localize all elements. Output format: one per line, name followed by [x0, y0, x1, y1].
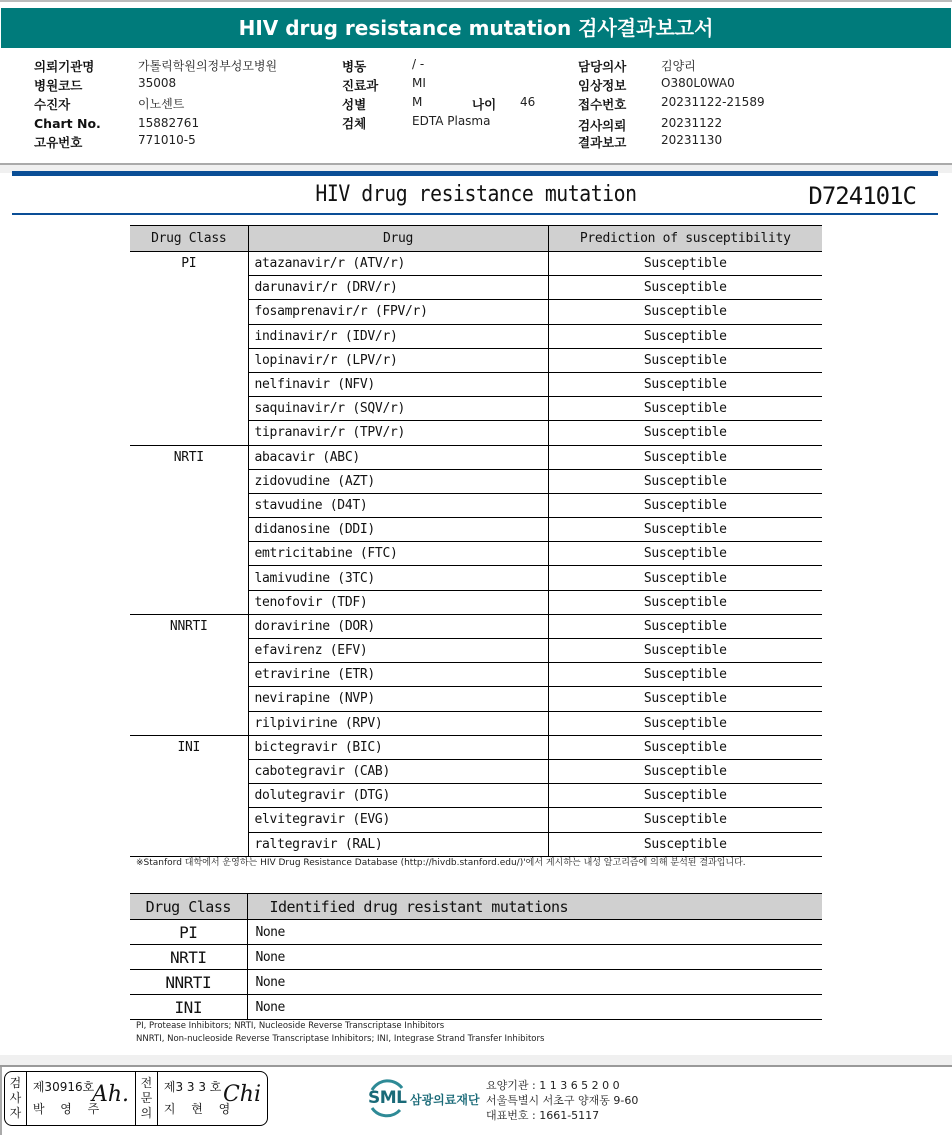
prediction-cell: Susceptible	[548, 276, 822, 300]
header-prediction: Prediction of susceptibility	[548, 226, 822, 252]
value-chart-no: 15882761	[138, 116, 200, 130]
value-report-date: 20231130	[661, 133, 723, 147]
blue-rule-top	[12, 171, 938, 176]
table-header-row	[130, 894, 822, 920]
value-department: MI	[412, 76, 426, 90]
label-ward: 병동	[342, 59, 367, 74]
drug-name-cell: bictegravir (BIC)	[248, 735, 548, 759]
prediction-cell: Susceptible	[548, 784, 822, 808]
mutation-class-cell: NNRTI	[130, 970, 247, 995]
label-sex: 성별	[342, 97, 367, 112]
table-row	[130, 970, 822, 995]
drug-name-cell: atazanavir/r (ATV/r)	[248, 252, 548, 276]
abbreviation-line: PI, Protease Inhibitors; NRTI, Nucleoside Reverse Transcriptase Inhibitors	[136, 1021, 445, 1031]
table-row	[130, 735, 822, 759]
prediction-cell: Susceptible	[548, 687, 822, 711]
label-age: 나이	[472, 97, 497, 112]
drug-name-cell: efavirenz (EFV)	[248, 639, 548, 663]
footer-band	[0, 1055, 952, 1067]
lab-phone: 대표번호 : 1661-5117	[486, 1109, 600, 1122]
drug-name-cell: nevirapine (NVP)	[248, 687, 548, 711]
drug-name-cell: dolutegravir (DTG)	[248, 784, 548, 808]
page-top-border	[0, 0, 952, 2]
value-clinical-info: O380L0WA0	[661, 76, 735, 90]
prediction-cell: Susceptible	[548, 735, 822, 759]
prediction-cell: Susceptible	[548, 469, 822, 493]
drug-class-cell: INI	[130, 735, 248, 856]
drug-name-cell: doravirine (DOR)	[248, 614, 548, 638]
prediction-cell: Susceptible	[548, 808, 822, 832]
drug-name-cell: emtricitabine (FTC)	[248, 542, 548, 566]
examiner-license-no: 제30916호	[32, 1080, 95, 1094]
drug-name-cell: nelfinavir (NFV)	[248, 372, 548, 396]
label-receipt-no: 접수번호	[578, 97, 627, 112]
drug-name-cell: stavudine (D4T)	[248, 493, 548, 517]
table-row	[130, 252, 822, 276]
mutation-value-cell: None	[247, 945, 822, 970]
header-drug-class: Drug Class	[130, 894, 247, 920]
examiner-signature	[27, 1072, 136, 1125]
prediction-cell: Susceptible	[548, 397, 822, 421]
prediction-cell: Susceptible	[548, 445, 822, 469]
drug-class-cell: PI	[130, 252, 248, 446]
prediction-cell: Susceptible	[548, 493, 822, 517]
table-row	[130, 614, 822, 638]
report-title-bar: HIV drug resistance mutation 검사결과보고서	[1, 8, 951, 48]
drug-class-cell: NNRTI	[130, 614, 248, 735]
value-physician: 김양리	[661, 59, 696, 73]
value-sex: M	[412, 95, 423, 109]
drug-name-cell: lamivudine (3TC)	[248, 566, 548, 590]
examiner-role-label: 검 사 자	[5, 1072, 27, 1125]
table-row	[130, 945, 822, 970]
document-title: HIV drug resistance mutation	[315, 182, 637, 207]
prediction-cell: Susceptible	[548, 663, 822, 687]
drug-class-cell: NRTI	[130, 445, 248, 614]
label-specimen: 검체	[342, 116, 367, 131]
value-specimen: EDTA Plasma	[412, 114, 491, 128]
table-row	[130, 445, 822, 469]
mutation-value-cell: None	[247, 970, 822, 995]
specialist-name: 지 현 영	[163, 1102, 237, 1116]
drug-name-cell: tenofovir (TDF)	[248, 590, 548, 614]
lab-info	[486, 1078, 638, 1123]
drug-name-cell: fosamprenavir/r (FPV/r)	[248, 300, 548, 324]
drug-name-cell: etravirine (ETR)	[248, 663, 548, 687]
specialist-license-no: 제3 3 3 호	[163, 1080, 222, 1094]
drug-name-cell: rilpivirine (RPV)	[248, 711, 548, 735]
table-row	[130, 920, 822, 945]
test-code: D724101C	[808, 182, 916, 210]
prediction-cell: Susceptible	[548, 639, 822, 663]
label-physician: 담당의사	[578, 59, 627, 74]
value-ward: / -	[412, 57, 425, 71]
label-hospital-code: 병원코드	[34, 78, 83, 93]
mutation-value-cell: None	[247, 920, 822, 945]
mutation-class-cell: INI	[130, 995, 247, 1020]
prediction-cell: Susceptible	[548, 518, 822, 542]
value-patient: 이노센트	[138, 97, 185, 111]
blue-rule-bottom	[12, 213, 938, 215]
prediction-cell: Susceptible	[548, 372, 822, 396]
lab-address: 서울특별시 서초구 양재동 9-60	[486, 1094, 639, 1107]
footer-left-border	[0, 1067, 2, 1135]
mutation-class-cell: NRTI	[130, 945, 247, 970]
drug-name-cell: cabotegravir (CAB)	[248, 759, 548, 783]
value-age: 46	[520, 95, 536, 109]
prediction-cell: Susceptible	[548, 252, 822, 276]
lab-institution-code: 요양기관 : 1 1 3 6 5 2 0 0	[486, 1079, 620, 1092]
label-clinical-info: 임상정보	[578, 78, 627, 93]
drug-name-cell: indinavir/r (IDV/r)	[248, 324, 548, 348]
label-request-date: 검사의뢰	[578, 118, 627, 133]
patient-info-block	[0, 48, 952, 165]
value-hospital-code: 35008	[138, 76, 177, 90]
lab-org-name: 삼광의료재단	[410, 1093, 480, 1107]
prediction-cell: Susceptible	[548, 542, 822, 566]
value-request-date: 20231122	[661, 116, 723, 130]
label-institution: 의뢰기관명	[34, 59, 95, 74]
examiner-name: 박 영 주	[32, 1102, 106, 1116]
signature-box	[4, 1071, 268, 1126]
mutation-table	[130, 893, 822, 1020]
prediction-cell: Susceptible	[548, 614, 822, 638]
drug-name-cell: zidovudine (AZT)	[248, 469, 548, 493]
specialist-signature	[158, 1072, 267, 1125]
header-mutations: Identified drug resistant mutations	[247, 894, 822, 920]
prediction-cell: Susceptible	[548, 300, 822, 324]
drug-name-cell: lopinavir/r (LPV/r)	[248, 348, 548, 372]
drug-name-cell: abacavir (ABC)	[248, 445, 548, 469]
prediction-cell: Susceptible	[548, 566, 822, 590]
prediction-cell: Susceptible	[548, 348, 822, 372]
value-receipt-no: 20231122-21589	[661, 95, 765, 109]
prediction-cell: Susceptible	[548, 759, 822, 783]
drug-name-cell: didanosine (DDI)	[248, 518, 548, 542]
abbreviations	[136, 1020, 544, 1046]
label-patient: 수진자	[34, 97, 71, 112]
table-row	[130, 995, 822, 1020]
value-unique-id: 771010-5	[138, 133, 196, 147]
mutation-value-cell: None	[247, 995, 822, 1020]
mutation-class-cell: PI	[130, 920, 247, 945]
drug-name-cell: tipranavir/r (TPV/r)	[248, 421, 548, 445]
susceptibility-table-body	[130, 252, 822, 857]
label-report-date: 결과보고	[578, 135, 627, 150]
specialist-role-label: 전 문 의	[136, 1072, 158, 1125]
table-header-row	[130, 226, 822, 252]
drug-name-cell: darunavir/r (DRV/r)	[248, 276, 548, 300]
drug-name-cell: saquinavir/r (SQV/r)	[248, 397, 548, 421]
abbreviation-line: NNRTI, Non-nucleoside Reverse Transcriptase Inhibitors; INI, Integrase Strand Transfer Inhibitors	[136, 1034, 545, 1044]
prediction-cell: Susceptible	[548, 711, 822, 735]
prediction-cell: Susceptible	[548, 832, 822, 856]
susceptibility-table	[130, 225, 822, 857]
examiner-signature-mark: Ah.	[91, 1082, 130, 1107]
label-chart-no: Chart No.	[34, 116, 101, 131]
header-drug-class: Drug Class	[130, 226, 248, 252]
label-unique-id: 고유번호	[34, 135, 83, 150]
prediction-cell: Susceptible	[548, 421, 822, 445]
header-drug: Drug	[248, 226, 548, 252]
label-department: 진료과	[342, 78, 379, 93]
drug-name-cell: elvitegravir (EVG)	[248, 808, 548, 832]
prediction-cell: Susceptible	[548, 324, 822, 348]
prediction-cell: Susceptible	[548, 590, 822, 614]
value-institution: 가톨릭학원의정부성모병원	[138, 59, 278, 73]
stanford-footnote: ※Stanford 대학에서 운영하는 HIV Drug Resistance Database (http://hivdb.stanford.edu/)'에서 게시하는 내성 알고리즘에 의해 분석된 결과입니다.	[136, 858, 746, 868]
sml-logo-text: SML	[368, 1088, 407, 1108]
drug-name-cell: raltegravir (RAL)	[248, 832, 548, 856]
specialist-signature-mark: Chi	[222, 1082, 262, 1107]
